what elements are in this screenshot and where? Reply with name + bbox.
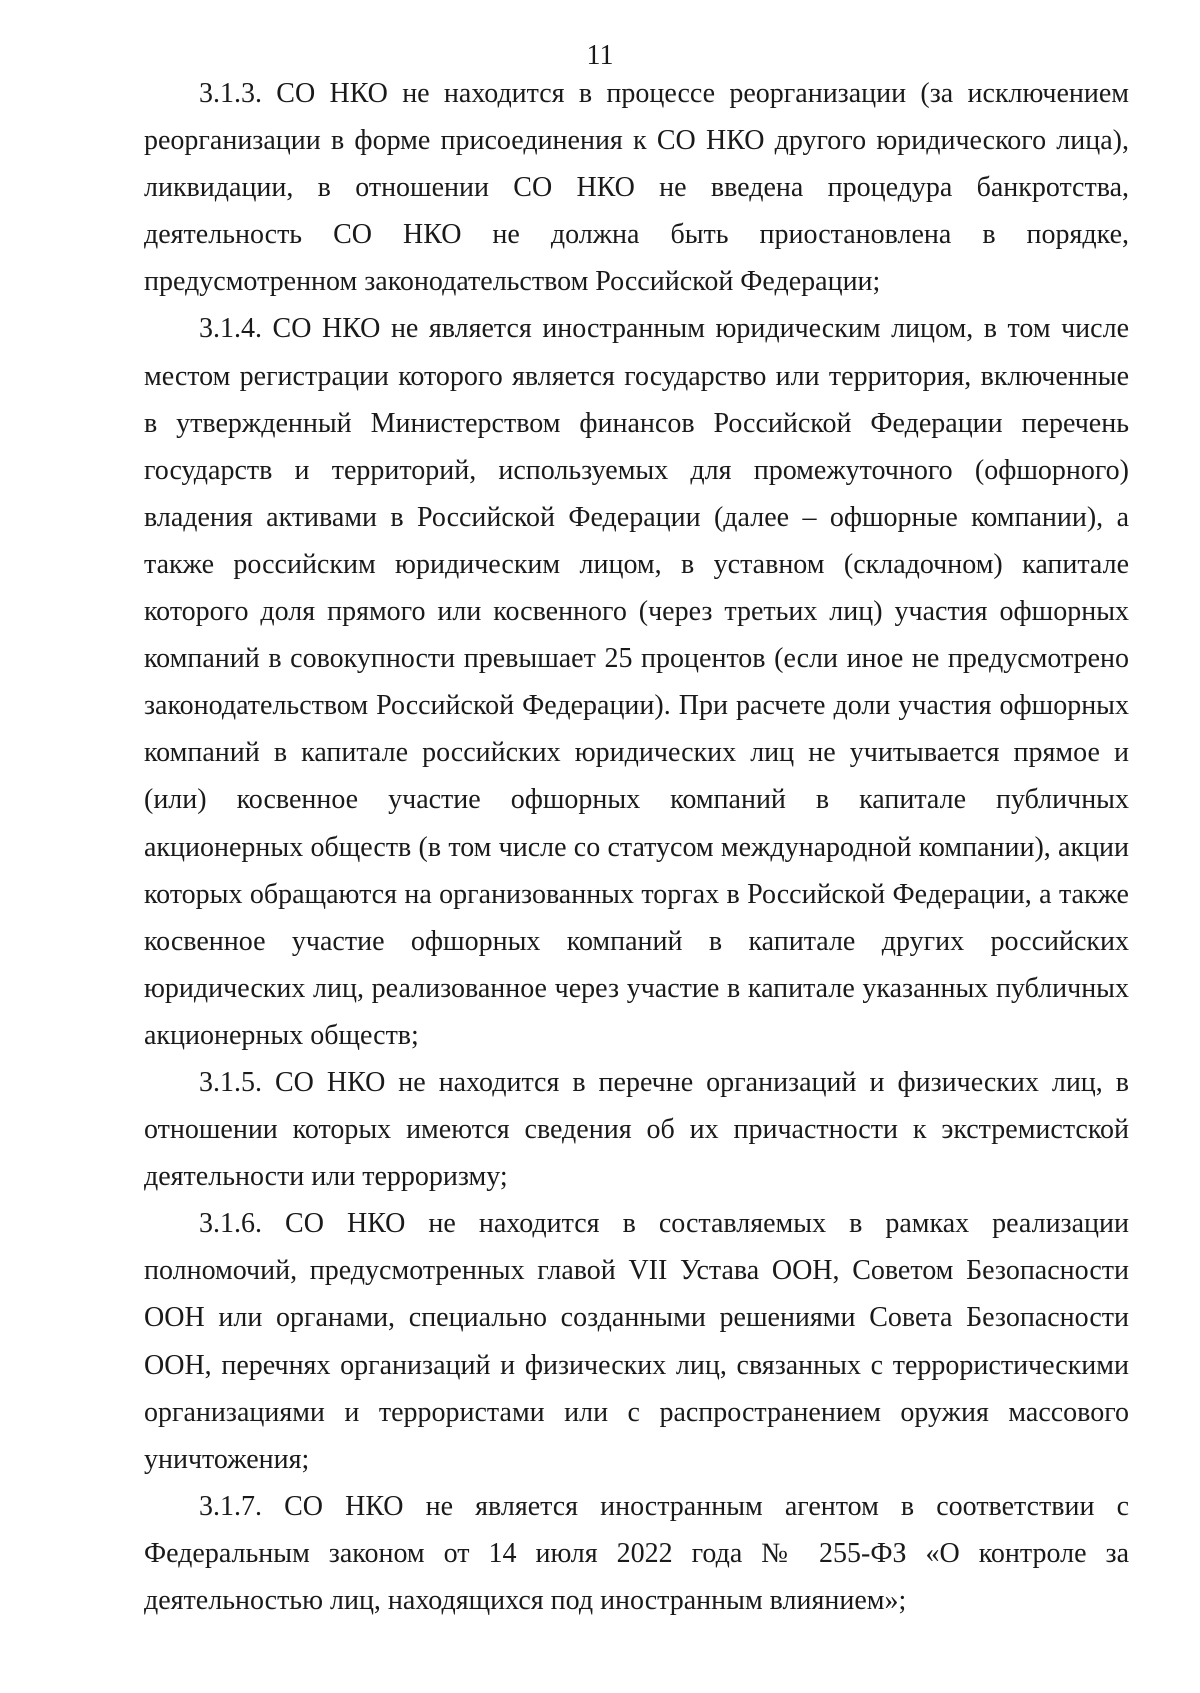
paragraph-3-1-6: 3.1.6. СО НКО не находится в составляемых в рамках реализации полномочий, предусмотренных главой VII Устава ООН, Советом Безопасности ООН или органами, специально созданными решениями Совета Безопасности ООН, перечнях организаций и физических лиц, связанных с террористическими организациями и террористами или с распространением оружия массового уничтожения; (144, 1208, 1129, 1475)
paragraph-3-1-4: 3.1.4. СО НКО не является иностранным юридическим лицом, в том числе местом регистрации которого является государство или территория, включенные в утвержденный Министерством финансов Российской Федерации перечень государств и территорий, используемых для промежуточного (офшорного) владения активами в Российской Федерации (далее – офшорные компании), а также российским юридическим лицом, в уставном (складочном) капитале которого доля прямого или косвенного (через третьих лиц) участия офшорных компаний в совокупности превышает 25 процентов (если иное не предусмотрено законодательством Российской Федерации). При расчете доли участия офшорных компаний в капитале российских юридических лиц не учитывается прямое и (или) косвенное участие офшорных компаний в капитале публичных акционерных обществ (в том числе со статусом международной компании), акции которых обращаются на организованных торгах в Российской Федерации, а также косвенное участие офшорных компаний в капитале других российских юридических лиц, реализованное через участие в капитале указанных публичных акционерных обществ; (144, 313, 1129, 1051)
paragraph-3-1-3: 3.1.3. СО НКО не находится в процессе реорганизации (за исключением реорганизации в форме присоединения к СО НКО другого юридического лица), ликвидации, в отношении СО НКО не введена процедура банкротства, деятельность СО НКО не должна быть приостановлена в порядке, предусмотренном законодательством Российской Федерации; (144, 78, 1129, 298)
page-number: 11 (586, 40, 614, 71)
paragraph-3-1-5: 3.1.5. СО НКО не находится в перечне организаций и физических лиц, в отношении которых имеются сведения об их причастности к экстремистской деятельности или терроризму; (144, 1066, 1129, 1193)
document-body (144, 70, 1129, 1624)
paragraph-3-1-7: 3.1.7. СО НКО не является иностранным агентом в соответствии с Федеральным законом от 14 июля 2022 года № 255-ФЗ «О контроле за деятельностью лиц, находящихся под иностранным влиянием»; (144, 1490, 1129, 1616)
